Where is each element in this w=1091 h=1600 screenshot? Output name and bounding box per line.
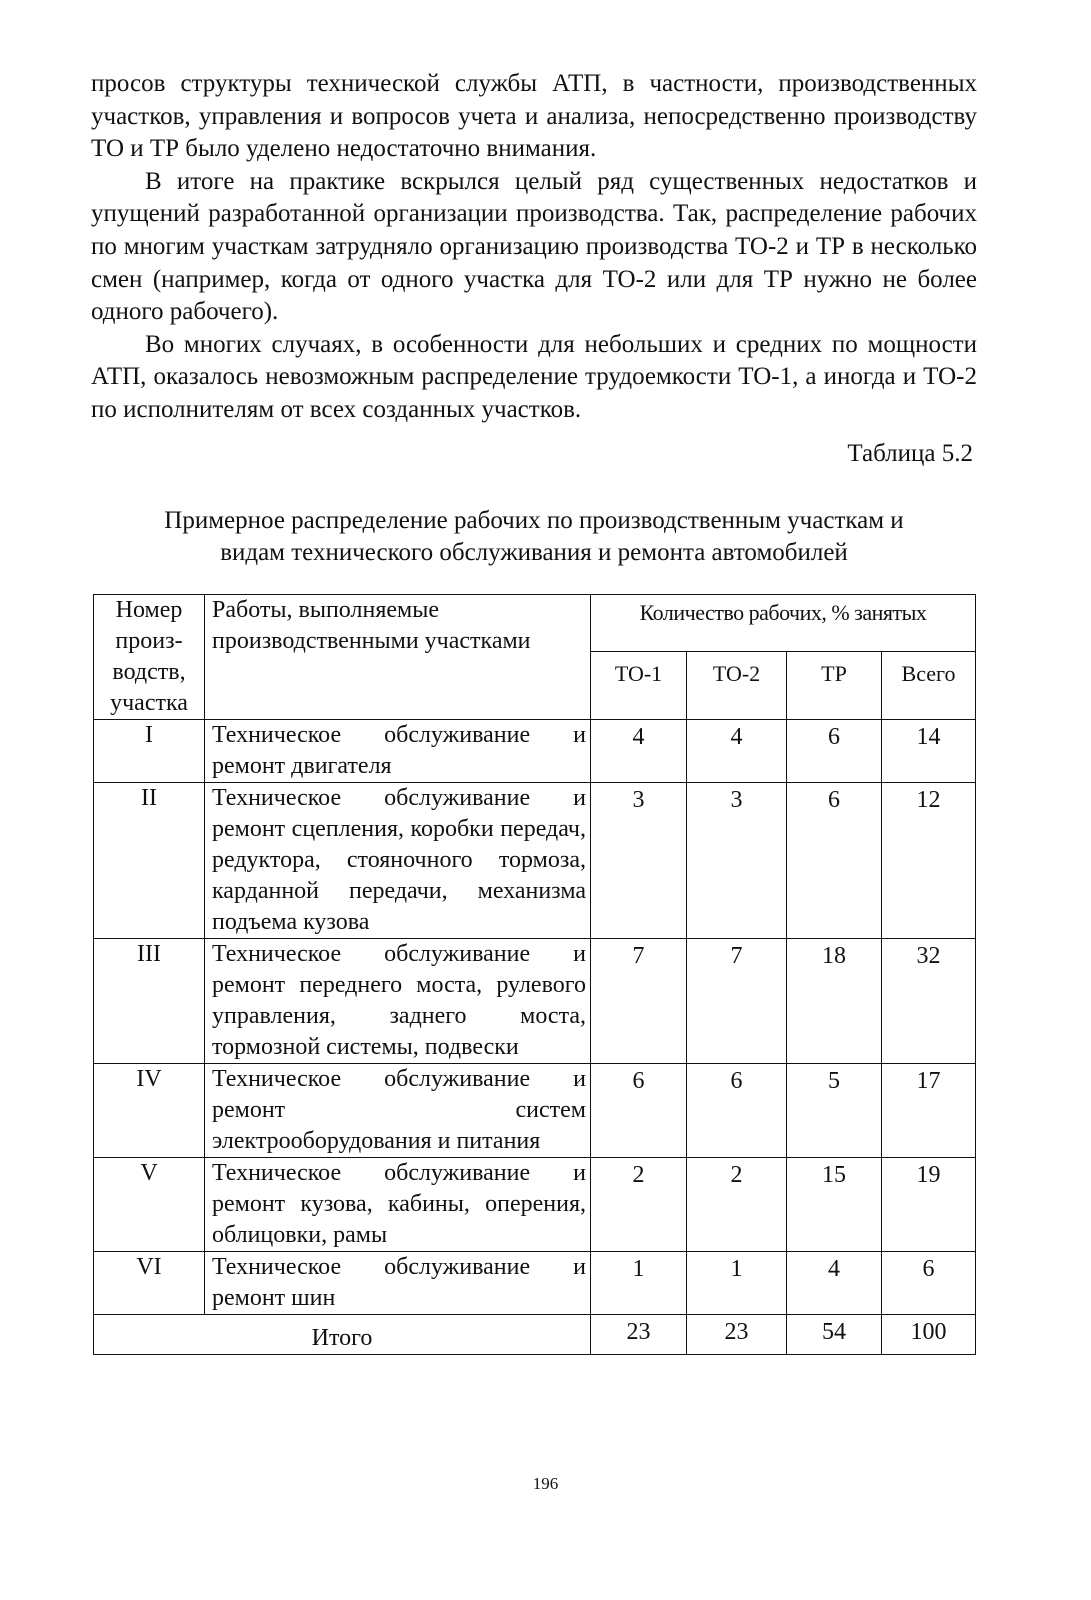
total-label: Итого <box>94 1315 591 1355</box>
workers-distribution-table <box>93 594 976 1355</box>
total-tr: 54 <box>787 1315 882 1355</box>
header-tr: ТР <box>787 651 882 719</box>
row-number: VI <box>94 1252 205 1315</box>
row-number: V <box>94 1158 205 1252</box>
row-to2: 3 <box>687 783 787 939</box>
row-total: 17 <box>882 1064 976 1158</box>
paragraph-1: просов структуры технической службы АТП, в частности, производственных участков, управления и вопросов учета и анализа, непосредственно производству ТО и ТР было уделено недостаточно внимания. <box>91 70 977 163</box>
table-row <box>94 783 976 939</box>
row-tr: 6 <box>787 783 882 939</box>
table-header-row <box>94 595 976 652</box>
row-to2: 7 <box>687 939 787 1064</box>
row-description: Техническое обслуживание и ремонт сцепления, коробки передач, редуктора, стояночного тормоза, карданной передачи, механизма подъема кузова <box>205 783 591 939</box>
row-description: Техническое обслуживание и ремонт переднего моста, рулевого управления, заднего моста, тормозной системы, подвески <box>205 939 591 1064</box>
row-to1: 2 <box>591 1158 687 1252</box>
row-total: 12 <box>882 783 976 939</box>
body-text <box>91 68 977 427</box>
table-caption-line-2: видам технического обслуживания и ремонта автомобилей <box>220 539 848 566</box>
header-total: Всего <box>882 651 976 719</box>
paragraph-3: Во многих случаях, в особенности для небольших и средних по мощности АТП, оказалось невозможным распределение трудоемкости ТО-1, а иногда и ТО-2 по исполнителям от всех созданных участков. <box>91 330 977 423</box>
row-description: Техническое обслуживание и ремонт кузова, кабины, оперения, облицовки, рамы <box>205 1158 591 1252</box>
table-number-label: Таблица 5.2 <box>847 440 973 467</box>
row-total: 14 <box>882 720 976 783</box>
row-tr: 15 <box>787 1158 882 1252</box>
row-to2: 1 <box>687 1252 787 1315</box>
row-tr: 6 <box>787 720 882 783</box>
row-total: 6 <box>882 1252 976 1315</box>
row-description: Техническое обслуживание и ремонт двигателя <box>205 720 591 783</box>
row-number: IV <box>94 1064 205 1158</box>
row-to1: 7 <box>591 939 687 1064</box>
paragraph-2: В итоге на практике вскрылся целый ряд существенных недостатков и упущений разработанной организации производства. Так, распределение рабочих по многим участкам затрудняло организацию производства ТО-2 и ТР в несколько смен (например, когда от одного участка для ТО-2 или для ТР нужно не более одного рабочего). <box>91 167 977 326</box>
row-total: 32 <box>882 939 976 1064</box>
table-total-row <box>94 1315 976 1355</box>
row-to2: 4 <box>687 720 787 783</box>
table-row <box>94 1252 976 1315</box>
header-to2: ТО-2 <box>687 651 787 719</box>
row-tr: 5 <box>787 1064 882 1158</box>
table-row <box>94 1158 976 1252</box>
row-to1: 4 <box>591 720 687 783</box>
row-to2: 6 <box>687 1064 787 1158</box>
row-to2: 2 <box>687 1158 787 1252</box>
row-tr: 18 <box>787 939 882 1064</box>
row-to1: 6 <box>591 1064 687 1158</box>
row-tr: 4 <box>787 1252 882 1315</box>
total-to1: 23 <box>591 1315 687 1355</box>
header-number: Номер произ-водств, участка <box>94 595 205 720</box>
table-row <box>94 1064 976 1158</box>
row-number: II <box>94 783 205 939</box>
row-to1: 3 <box>591 783 687 939</box>
row-to1: 1 <box>591 1252 687 1315</box>
total-to2: 23 <box>687 1315 787 1355</box>
table-row <box>94 720 976 783</box>
table-caption <box>91 505 977 569</box>
header-workers-count: Количество рабочих, % занятых <box>591 595 976 652</box>
table-row <box>94 939 976 1064</box>
header-to1: ТО-1 <box>591 651 687 719</box>
page-number: 196 <box>532 1474 559 1493</box>
row-number: III <box>94 939 205 1064</box>
header-works: Работы, выполняемые производственными участками <box>205 595 591 720</box>
total-total: 100 <box>882 1315 976 1355</box>
table-caption-line-1: Примерное распределение рабочих по производственным участкам и <box>164 507 904 534</box>
row-description: Техническое обслуживание и ремонт систем электрооборудования и питания <box>205 1064 591 1158</box>
row-description: Техническое обслуживание и ремонт шин <box>205 1252 591 1315</box>
row-number: I <box>94 720 205 783</box>
row-total: 19 <box>882 1158 976 1252</box>
